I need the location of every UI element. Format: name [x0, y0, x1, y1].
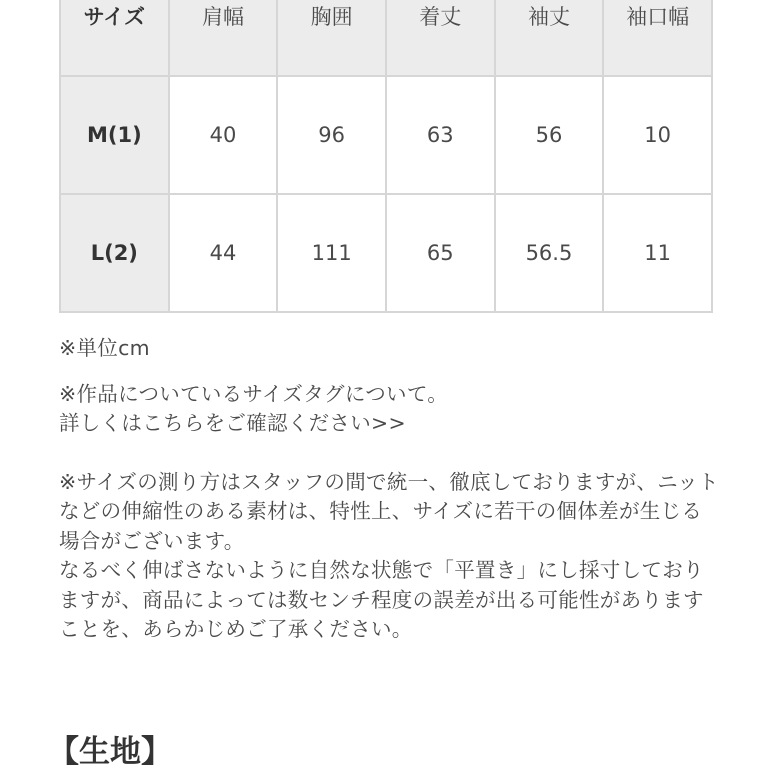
- table-cell: 96: [277, 76, 386, 194]
- size-column-header: サイズ: [60, 0, 169, 76]
- table-cell: 40: [169, 76, 278, 194]
- fabric-section-title: 【生地】: [48, 734, 172, 770]
- sleeve-length-header: 袖丈: [495, 0, 604, 76]
- measurement-note: ※サイズの測り方はスタッフの間で統一、徹底しておりますが、ニットなどの伸縮性のある素材は、特性上、サイズに若干の個体差が生じる場合がございます。: [59, 469, 719, 553]
- size-table-header-row: [60, 0, 712, 76]
- table-cell: 56.5: [495, 194, 604, 312]
- size-tag-details-link[interactable]: 詳しくはこちらをご確認ください>>: [59, 411, 406, 435]
- measurement-note-2: なるべく伸ばさないように自然な状態で「平置き」にし採寸しておりますが、商品によっては数センチ程度の誤差が出る可能性がありますことを、あらかじめご了承ください。: [59, 558, 704, 641]
- size-label: L(2): [60, 194, 169, 312]
- size-notes: [59, 334, 719, 645]
- table-cell: 65: [386, 194, 495, 312]
- table-row: [60, 76, 712, 194]
- table-row: [60, 194, 712, 312]
- table-cell: 56: [495, 76, 604, 194]
- size-label: M(1): [60, 76, 169, 194]
- length-header: 着丈: [386, 0, 495, 76]
- size-table: [59, 0, 713, 313]
- size-tag-note: ※作品についているサイズタグについて。: [59, 381, 449, 406]
- table-cell: 63: [386, 76, 495, 194]
- table-cell: 11: [603, 194, 712, 312]
- cuff-width-header: 袖口幅: [603, 0, 712, 76]
- unit-note: ※単位cm: [59, 336, 150, 360]
- table-cell: 111: [277, 194, 386, 312]
- chest-header: 胸囲: [277, 0, 386, 76]
- table-cell: 10: [603, 76, 712, 194]
- shoulder-width-header: 肩幅: [169, 0, 278, 76]
- table-cell: 44: [169, 194, 278, 312]
